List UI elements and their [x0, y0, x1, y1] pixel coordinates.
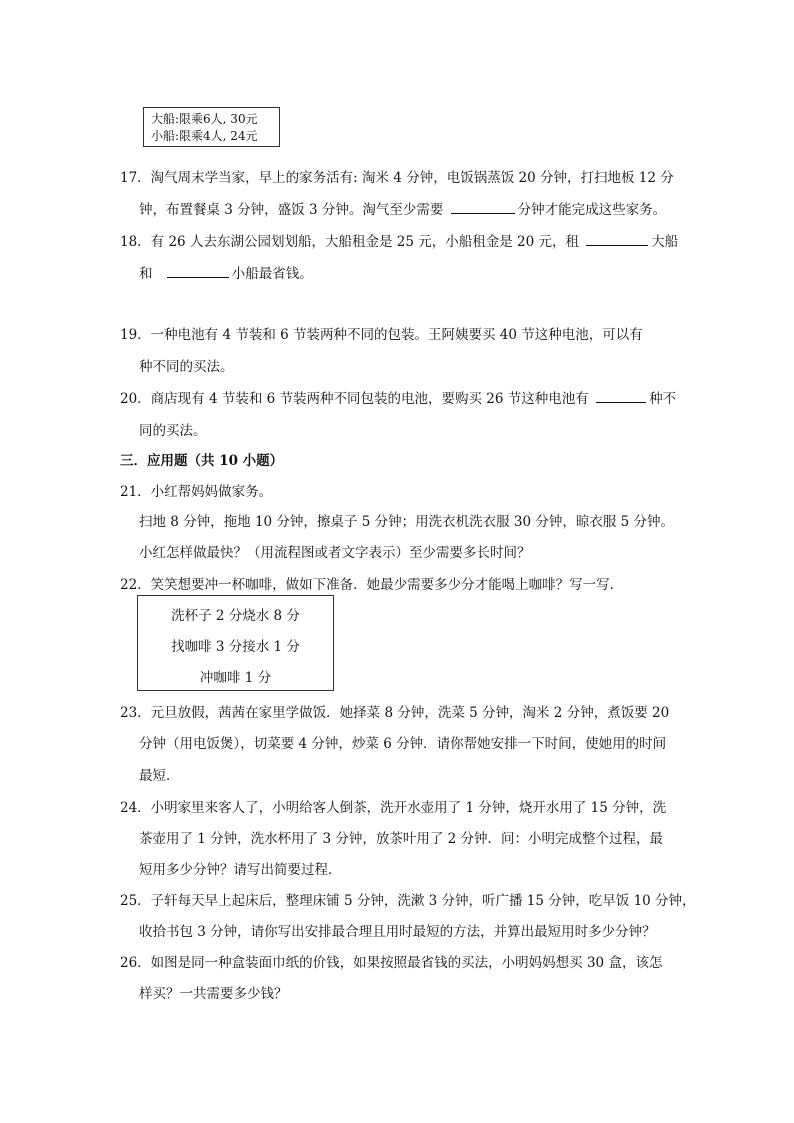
- question-26-line-2: 样买？一共需要多少钱？: [139, 986, 288, 1002]
- coffee-step-line-2: 找咖啡 3 分接水 1 分: [171, 639, 300, 655]
- question-25-line-1: 25．子轩每天早上起床后，整理床铺 5 分钟，洗漱 3 分钟，听广播 15 分钟，吃早饭 10 分钟，: [120, 893, 696, 909]
- question-24-line-3: 短用多少分钟？请写出简要过程．: [139, 862, 342, 878]
- section-3-heading: 三．应用题（共 10 小题）: [120, 453, 284, 469]
- question-23-line-2: 分钟（用电饭煲），切菜要 4 分钟，炒菜 6 分钟．请你帮她安排一下时间，使她用的时间: [139, 736, 667, 752]
- question-20-text-b: 种不: [649, 391, 677, 407]
- boat-price-large: 大船:限乘6人, 30元: [151, 112, 258, 126]
- question-22-line-1: 22．笑笑想要冲一杯咖啡，做如下准备．她最少需要多少分才能喝上咖啡？写一写．: [120, 577, 624, 593]
- question-21-line-3: 小红怎样做最快？（用流程图或者文字表示）至少需要多长时间？: [139, 545, 531, 561]
- question-18-line-2: [139, 262, 313, 282]
- boat-price-small: 小船:限乘4人, 24元: [151, 129, 258, 143]
- question-17-text-a: 钟，布置餐桌 3 分钟，盛饭 3 分钟。淘气至少需要: [139, 202, 444, 218]
- coffee-step-line-3: 冲咖啡 1 分: [199, 670, 272, 686]
- answer-blank-17[interactable]: [451, 199, 515, 214]
- answer-blank-18-large-boat[interactable]: [586, 231, 648, 246]
- answer-blank-20[interactable]: [596, 388, 646, 403]
- question-21-line-2: 扫地 8 分钟，拖地 10 分钟，擦桌子 5 分钟；用洗衣机洗衣服 30 分钟，晾衣服 5 分钟。: [139, 514, 675, 530]
- question-17-line-1: 17．淘气周末学当家，早上的家务活有: 淘米 4 分钟，电饭锅蒸饭 20 分钟，打扫地板 12 分: [120, 170, 674, 186]
- question-20-text-a: 20．商店现有 4 节装和 6 节装两种不同包装的电池，要购买 26 节这种电池有: [120, 391, 589, 407]
- question-18-text-b: 大船: [651, 234, 679, 250]
- question-23-line-3: 最短．: [139, 768, 180, 784]
- question-17-text-b: 分钟才能完成这些家务。: [517, 202, 667, 218]
- question-26-line-1: 26．如图是同一种盒装面巾纸的价钱，如果按照最省钱的买法，小明妈妈想买 30 盒，该怎: [120, 955, 663, 971]
- coffee-steps-box: [137, 595, 334, 691]
- question-24-line-1: 24．小明家里来客人了，小明给客人倒茶，洗开水壶用了 1 分钟，烧开水用了 15 分钟，洗: [120, 800, 667, 816]
- question-17-line-2: [139, 198, 666, 218]
- question-21-line-1: 21．小红帮妈妈做家务。: [120, 484, 273, 500]
- question-18-text-d: 小船最省钱。: [231, 266, 313, 282]
- question-18-text-c: 和: [139, 266, 153, 282]
- question-20-line-2: 同的买法。: [139, 423, 207, 439]
- answer-blank-18-small-boat[interactable]: [167, 263, 229, 278]
- question-25-line-2: 收拾书包 3 分钟，请你写出安排最合理且用时最短的方法，并算出最短用时多少分钟？: [139, 924, 656, 940]
- question-18-text-a: 18．有 26 人去东湖公园划划船，大船租金是 25 元，小船租金是 20 元，租: [120, 234, 579, 250]
- question-19-line-1: 19．一种电池有 4 节装和 6 节装两种不同的包装。王阿姨要买 40 节这种电池，可以有: [120, 327, 643, 343]
- coffee-step-line-1: 洗杯子 2 分烧水 8 分: [171, 608, 300, 624]
- question-18-line-1: [120, 230, 678, 250]
- question-19-line-2: 种不同的买法。: [139, 359, 234, 375]
- question-24-line-2: 茶壶用了 1 分钟，洗水杯用了 3 分钟，放茶叶用了 2 分钟．问：小明完成整个过程，最: [139, 831, 664, 847]
- question-20-line-1: [120, 387, 676, 407]
- question-23-line-1: 23．元旦放假，茜茜在家里学做饭．她择菜 8 分钟，洗菜 5 分钟，淘米 2 分钟，煮饭要 20: [120, 705, 670, 721]
- boat-price-box: [143, 107, 280, 147]
